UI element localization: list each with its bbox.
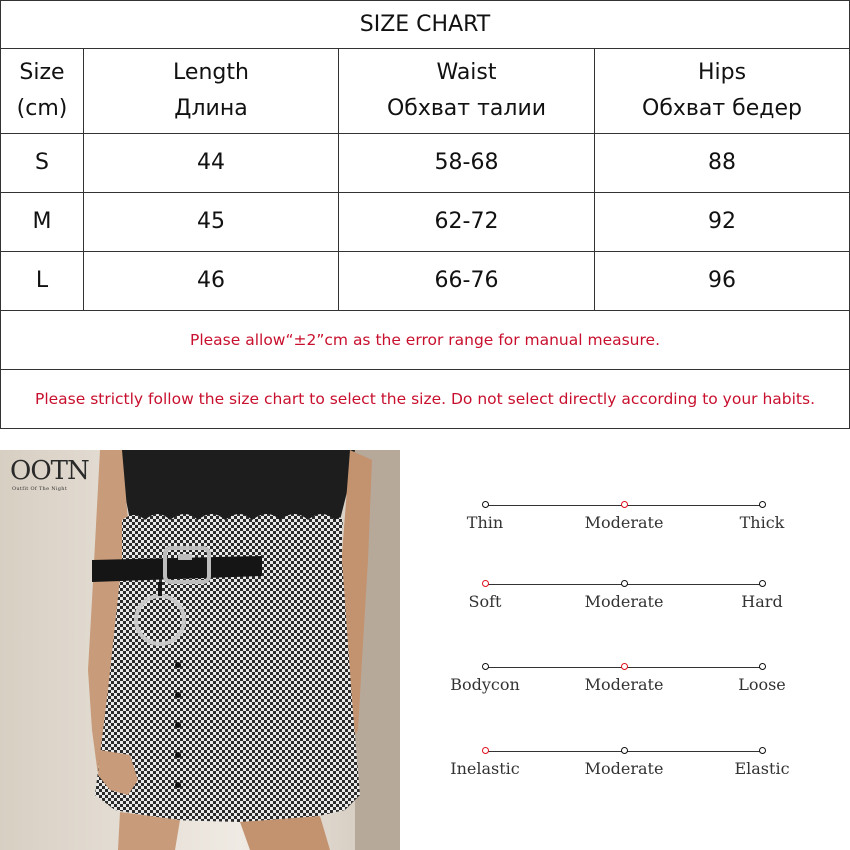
brand-tagline: Outfit Of The Night: [12, 486, 68, 492]
measure-error-note: Please allow“±2”cm as the error range for manual measure.: [1, 311, 850, 370]
header-length-line2: Длина: [174, 96, 248, 121]
scale-softness: [430, 579, 850, 639]
header-hips: [595, 49, 850, 134]
cell-length: 44: [84, 134, 339, 193]
scale-dot: [759, 501, 766, 508]
scale-dot-selected: [621, 663, 628, 670]
table-row: [1, 252, 850, 311]
header-length-line1: Length: [173, 60, 249, 85]
header-size-line2: (cm): [16, 96, 68, 121]
scale-dot-selected: [621, 501, 628, 508]
scale-dot: [759, 580, 766, 587]
skirt-illustration: [0, 450, 400, 850]
header-size: [1, 49, 84, 134]
scale-dot: [482, 501, 489, 508]
scale-dot: [759, 747, 766, 754]
cell-size: M: [1, 193, 84, 252]
scale-label: Moderate: [584, 592, 664, 611]
header-waist: [339, 49, 595, 134]
brand-logo: OOTN: [10, 456, 89, 486]
scale-dot: [759, 663, 766, 670]
cell-hips: 88: [595, 134, 850, 193]
scale-thickness: [430, 500, 850, 560]
scale-label: Loose: [738, 675, 786, 694]
scale-label: Thin: [466, 513, 504, 532]
cell-length: 45: [84, 193, 339, 252]
cell-length: 46: [84, 252, 339, 311]
header-hips-line1: Hips: [697, 60, 747, 85]
scale-label: Elastic: [734, 759, 790, 778]
product-photo: [0, 450, 400, 850]
table-row: [1, 134, 850, 193]
scale-elasticity: [430, 746, 850, 806]
scale-label: Thick: [739, 513, 785, 532]
header-length: [84, 49, 339, 134]
scale-dot: [482, 663, 489, 670]
cell-waist: 62-72: [339, 193, 595, 252]
scale-label: Hard: [741, 592, 783, 611]
scale-dot-selected: [482, 747, 489, 754]
size-selection-note: Please strictly follow the size chart to select the size. Do not select directly according to your habits.: [1, 370, 850, 429]
scale-fit: [430, 662, 850, 722]
scale-label: Bodycon: [450, 675, 520, 694]
table-row: [1, 193, 850, 252]
cell-hips: 92: [595, 193, 850, 252]
cell-size: S: [1, 134, 84, 193]
scale-label: Inelastic: [450, 759, 520, 778]
scale-dot-selected: [482, 580, 489, 587]
attribute-scales: [430, 450, 850, 850]
scale-label: Moderate: [584, 759, 664, 778]
header-waist-line2: Обхват талии: [386, 96, 547, 121]
scale-label: Moderate: [584, 675, 664, 694]
header-hips-line2: Обхват бедер: [642, 96, 802, 121]
cell-hips: 96: [595, 252, 850, 311]
scale-label: Soft: [468, 592, 502, 611]
scale-dot: [621, 747, 628, 754]
size-chart-title: SIZE CHART: [1, 1, 850, 49]
scale-dot: [621, 580, 628, 587]
cell-waist: 58-68: [339, 134, 595, 193]
header-size-line1: Size: [19, 60, 65, 85]
cell-size: L: [1, 252, 84, 311]
header-waist-line1: Waist: [436, 60, 497, 85]
scale-label: Moderate: [584, 513, 664, 532]
cell-waist: 66-76: [339, 252, 595, 311]
